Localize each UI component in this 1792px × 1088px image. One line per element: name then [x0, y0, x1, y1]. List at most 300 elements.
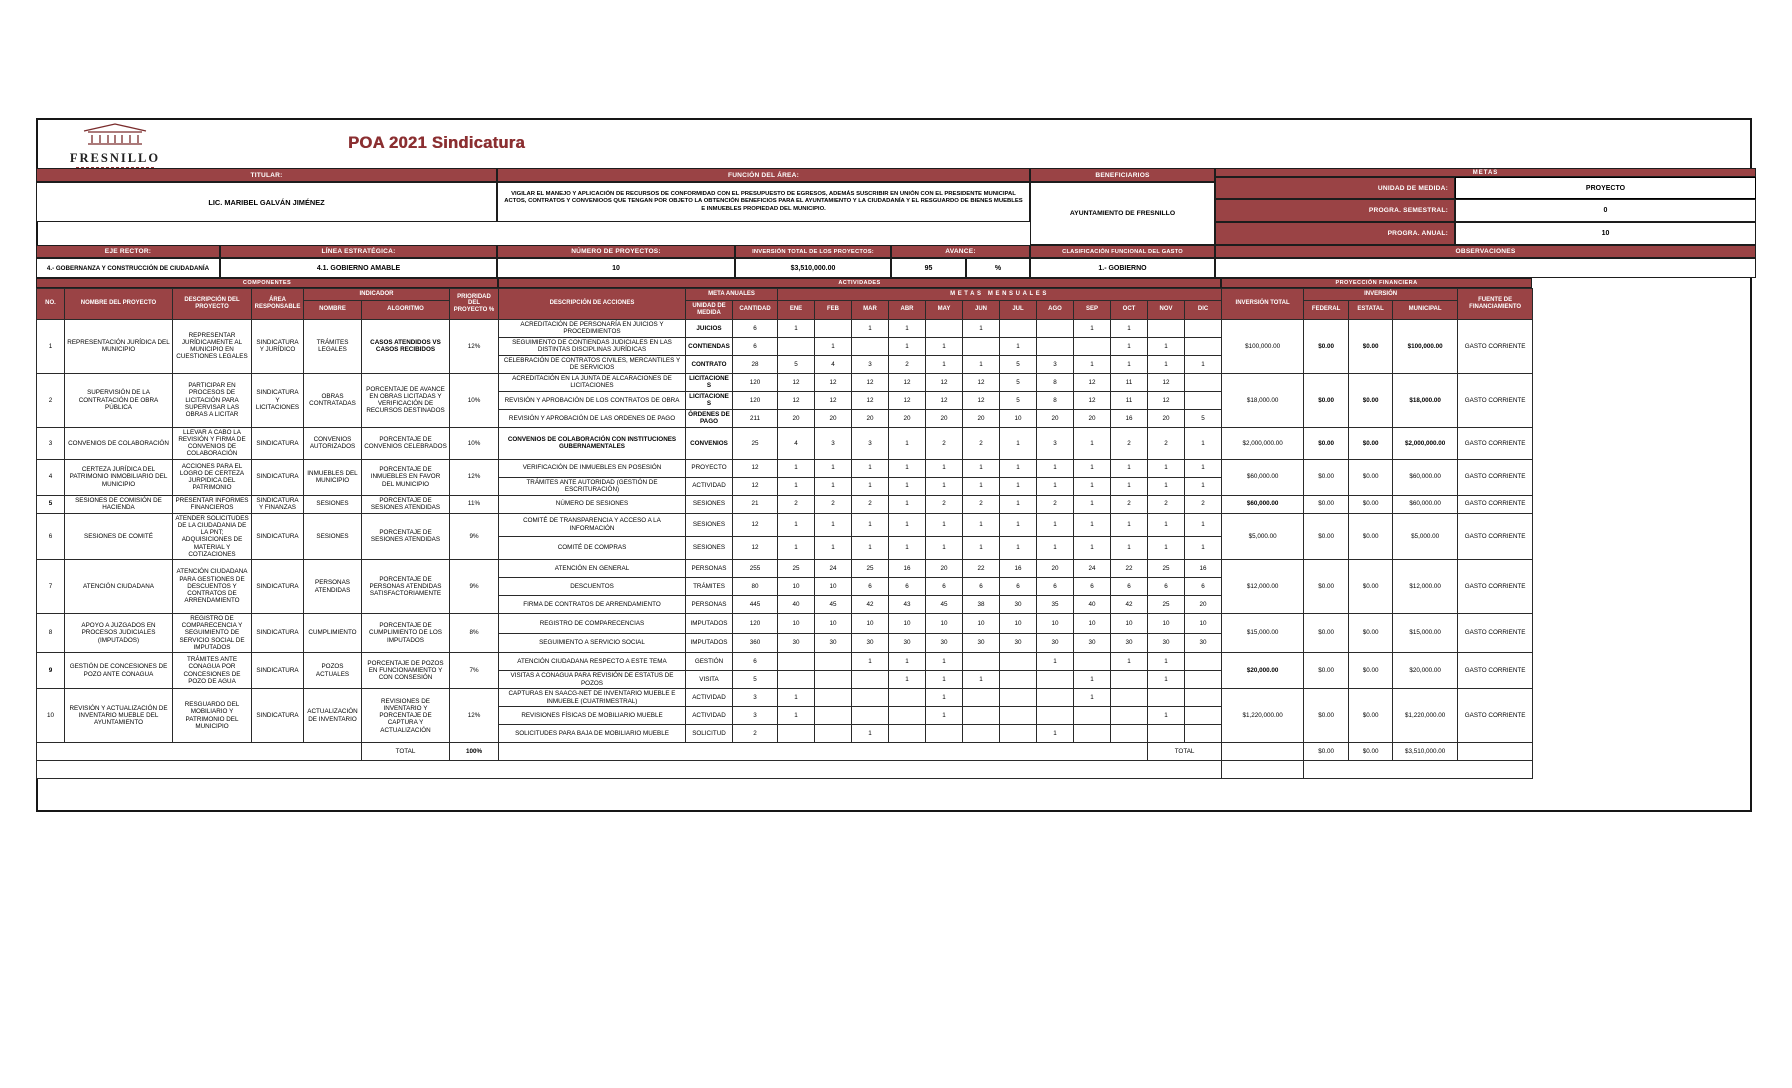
cell-municipal: $2,000,000.00: [1393, 427, 1458, 459]
cell-month-may: 20: [926, 560, 963, 578]
cell-nombre-proyecto: SESIONES DE COMITÉ: [65, 513, 173, 559]
cell-federal: $0.00: [1304, 373, 1349, 427]
cell-month-dic: [1185, 653, 1222, 671]
avance-value: 95: [891, 258, 966, 278]
cell-month-oct: 1: [1111, 319, 1148, 337]
linea-estrategica-value: 4.1. GOBIERNO AMABLE: [220, 258, 497, 278]
col-algoritmo: ALGORITMO: [362, 300, 450, 319]
cell-month-nov: 2: [1148, 495, 1185, 513]
fresnillo-logo: [60, 122, 170, 168]
cell-unidad: ACTIVIDAD: [686, 689, 733, 707]
cell-month-mar: 6: [852, 578, 889, 596]
cell-month-ago: 30: [1037, 633, 1074, 653]
cell-estatal: $0.00: [1349, 513, 1393, 559]
cell-prioridad: 9%: [450, 560, 499, 614]
cell-nombre-proyecto: REVISIÓN Y ACTUALIZACIÓN DE INVENTARIO MUEBLE DEL AYUNTAMIENTO: [65, 689, 173, 743]
cell-month-jul: 6: [1000, 578, 1037, 596]
cell-month-nov: 1: [1148, 536, 1185, 559]
cell-month-oct: 16: [1111, 409, 1148, 427]
cell-month-ene: [778, 337, 815, 355]
unidad-medida-value: PROYECTO: [1455, 177, 1756, 199]
cell-unidad: ÓRDENES DE PAGO: [686, 409, 733, 427]
cell-unidad: CONVENIOS: [686, 427, 733, 459]
cell-fuente: GASTO CORRIENTE: [1458, 560, 1533, 614]
cell-indicador-nombre: CONVENIOS AUTORIZADOS: [304, 427, 362, 459]
cell-unidad: IMPUTADOS: [686, 614, 733, 634]
cell-month-feb: [815, 689, 852, 707]
cell-descripcion-proyecto: RESGUARDO DEL MOBILIARIO Y PATRIMONIO DEL MUNICIPIO: [173, 689, 252, 743]
progra-semestral-value: 0: [1455, 199, 1756, 222]
cell-month-jun: 2: [963, 427, 1000, 459]
cell-unidad: SESIONES: [686, 536, 733, 559]
cell-total-inversion: $3,510,000.00: [1222, 743, 1304, 761]
cell-cantidad: 28: [733, 355, 778, 373]
cell-fuente: GASTO CORRIENTE: [1458, 689, 1533, 743]
cell-month-mar: 12: [852, 373, 889, 391]
cell-accion: ACREDITACIÓN EN LA JUNTA DE ALCARACIONES DE LICITACIONES: [499, 373, 686, 391]
col-inversion-total: INVERSIÓN TOTAL: [1222, 289, 1304, 320]
cell-federal: $0.00: [1304, 560, 1349, 614]
cell-month-may: 1: [926, 707, 963, 725]
cell-indicador-nombre: INMUEBLES DEL MUNICIPIO: [304, 459, 362, 495]
titular-value: LIC. MARIBEL GALVÁN JIMÉNEZ: [36, 182, 497, 222]
cell-unidad: TRÁMITES: [686, 578, 733, 596]
cell-month-nov: 12: [1148, 391, 1185, 409]
cell-prioridad: 9%: [450, 513, 499, 559]
cell-month-oct: [1111, 725, 1148, 743]
cell-nombre-proyecto: CERTEZA JURÍDICA DEL PATRIMONIO INMOBILIARIO DEL MUNICIPIO: [65, 459, 173, 495]
cell-month-jun: 20: [963, 409, 1000, 427]
cell-month-sep: 30: [1074, 633, 1111, 653]
cell-area-responsable: SINDICATURA Y JURÍDICO: [252, 319, 304, 373]
inversion-total-label: INVERSIÓN TOTAL DE LOS PROYECTOS:: [735, 245, 891, 258]
cell-federal: $0.00: [1304, 495, 1349, 513]
cell-month-nov: [1148, 319, 1185, 337]
cell-month-jun: [963, 725, 1000, 743]
cell-month-ene: 1: [778, 319, 815, 337]
cell-month-ago: 1: [1037, 513, 1074, 536]
cell-inversion-total: $60,000.00: [1222, 495, 1304, 513]
cell-accion: FIRMA DE CONTRATOS DE ARRENDAMIENTO: [499, 596, 686, 614]
cell-month-ene: 5: [778, 355, 815, 373]
cell-month-feb: [815, 319, 852, 337]
cell-fuente: GASTO CORRIENTE: [1458, 427, 1533, 459]
cell-descripcion-proyecto: LLEVAR A CABO LA REVISIÓN Y FIRMA DE CONVENIOS DE COLABORACIÓN: [173, 427, 252, 459]
cell-month-mar: 3: [852, 427, 889, 459]
cell-month-dic: [1185, 319, 1222, 337]
cell-month-jul: 1: [1000, 536, 1037, 559]
cell-month-abr: 43: [889, 596, 926, 614]
cell-month-mar: [852, 689, 889, 707]
cell-month-feb: 20: [815, 409, 852, 427]
cell-month-ene: 20: [778, 409, 815, 427]
cell-month-nov: 1: [1148, 459, 1185, 477]
cell-month-oct: 1: [1111, 653, 1148, 671]
cell-cantidad: 3: [733, 689, 778, 707]
beneficiarios-label: BENEFICIARIOS: [1030, 168, 1215, 182]
cell-area-responsable: SINDICATURA: [252, 513, 304, 559]
cell-month-nov: 6: [1148, 578, 1185, 596]
cell-municipal: $1,220,000.00: [1393, 689, 1458, 743]
cell-month-sep: 24: [1074, 560, 1111, 578]
cell-algoritmo: CASOS ATENDIDOS VS CASOS RECIBIDOS: [362, 319, 450, 373]
cell-unidad: LICITACIONES: [686, 391, 733, 409]
poa-sheet: [36, 118, 1756, 878]
cell-algoritmo: PORCENTAJE DE AVANCE EN OBRAS LICITADAS Y VERIFICACIÓN DE RECURSOS DESTINADOS: [362, 373, 450, 427]
cell-month-nov: 10: [1148, 614, 1185, 634]
cell-total-municipal: $3,510,000.00: [1393, 743, 1458, 761]
cell-nombre-proyecto: GESTIÓN DE CONCESIONES DE POZO ANTE CONAGUA: [65, 653, 173, 689]
cell-month-jun: 6: [963, 578, 1000, 596]
cell-month-abr: 1: [889, 427, 926, 459]
cell-unidad: SESIONES: [686, 495, 733, 513]
cell-month-sep: 40: [1074, 596, 1111, 614]
cell-month-jun: 2: [963, 495, 1000, 513]
cell-unidad: PROYECTO: [686, 459, 733, 477]
cell-indicador-nombre: SESIONES: [304, 513, 362, 559]
cell-month-abr: 12: [889, 373, 926, 391]
cell-indicador-nombre: ACTUALIZACIÓN DE INVENTARIO: [304, 689, 362, 743]
cell-accion: CONVENIOS DE COLABORACIÓN CON INSTITUCIONES GUBERNAMENTALES: [499, 427, 686, 459]
cell-month-dic: 1: [1185, 477, 1222, 495]
cell-month-ene: 2: [778, 495, 815, 513]
cell-accion: REVISIÓN Y APROBACIÓN DE LAS ORDENES DE PAGO: [499, 409, 686, 427]
cell-descripcion-proyecto: PARTICIPAR EN PROCESOS DE LICITACIÓN PARA SUPERVISAR LAS OBRAS A LICITAR: [173, 373, 252, 427]
cell-cantidad: 25: [733, 427, 778, 459]
cell-month-may: 1: [926, 459, 963, 477]
cell-month-mar: [852, 671, 889, 689]
cell-month-dic: 2: [1185, 495, 1222, 513]
cell-month-ene: [778, 653, 815, 671]
col-month-ago: AGO: [1037, 300, 1074, 319]
cell-prioridad: 10%: [450, 373, 499, 427]
cell-month-may: 1: [926, 355, 963, 373]
cell-month-ago: [1037, 319, 1074, 337]
cell-month-ene: 10: [778, 614, 815, 634]
cell-fuente: GASTO CORRIENTE: [1458, 319, 1533, 373]
cell-month-oct: [1111, 671, 1148, 689]
cell-estatal: $0.00: [1349, 319, 1393, 373]
cell-month-mar: 1: [852, 653, 889, 671]
cell-month-jul: 1: [1000, 495, 1037, 513]
cell-month-mar: 20: [852, 409, 889, 427]
table-row: [37, 513, 1533, 536]
cell-month-may: 30: [926, 633, 963, 653]
cell-municipal: $100,000.00: [1393, 319, 1458, 373]
cell-month-ene: 12: [778, 391, 815, 409]
cell-month-nov: 12: [1148, 373, 1185, 391]
cell-month-ene: 1: [778, 689, 815, 707]
cell-fuente: GASTO CORRIENTE: [1458, 653, 1533, 689]
col-municipal: MUNICIPAL: [1393, 300, 1458, 319]
cell-month-oct: 1: [1111, 459, 1148, 477]
cell-month-oct: 11: [1111, 373, 1148, 391]
cell-month-abr: 16: [889, 560, 926, 578]
cell-month-oct: 22: [1111, 560, 1148, 578]
cell-nombre-proyecto: SESIONES DE COMISIÓN DE HACIENDA: [65, 495, 173, 513]
cell-month-dic: 1: [1185, 355, 1222, 373]
cell-month-dic: 1: [1185, 459, 1222, 477]
cell-estatal: $0.00: [1349, 427, 1393, 459]
cell-month-nov: 1: [1148, 707, 1185, 725]
cell-accion: REVISIÓN Y APROBACIÓN DE LOS CONTRATOS DE OBRA: [499, 391, 686, 409]
cell-month-nov: 25: [1148, 560, 1185, 578]
cell-month-oct: 11: [1111, 391, 1148, 409]
cell-month-ene: 40: [778, 596, 815, 614]
cell-unidad: IMPUTADOS: [686, 633, 733, 653]
cell-month-abr: [889, 725, 926, 743]
cell-accion: CELEBRACIÓN DE CONTRATOS CIVILES, MERCANTILES Y DE SERVICIOS: [499, 355, 686, 373]
cell-month-feb: 45: [815, 596, 852, 614]
cell-estatal: $0.00: [1349, 614, 1393, 653]
cell-month-abr: 6: [889, 578, 926, 596]
col-metas-mensuales: METAS MENSUALES: [778, 289, 1222, 301]
cell-month-jul: 10: [1000, 409, 1037, 427]
cell-month-nov: 30: [1148, 633, 1185, 653]
cell-indicador-nombre: POZOS ACTUALES: [304, 653, 362, 689]
cell-indicador-nombre: SESIONES: [304, 495, 362, 513]
cell-accion: DESCUENTOS: [499, 578, 686, 596]
cell-month-sep: 1: [1074, 477, 1111, 495]
cell-month-sep: [1074, 337, 1111, 355]
cell-accion: COMITÉ DE COMPRAS: [499, 536, 686, 559]
page-title: POA 2021 Sindicatura: [348, 134, 525, 152]
cell-estatal: $0.00: [1349, 373, 1393, 427]
cell-month-ene: 1: [778, 536, 815, 559]
cell-month-feb: 1: [815, 459, 852, 477]
cell-month-sep: 1: [1074, 459, 1111, 477]
cell-month-ene: 30: [778, 633, 815, 653]
cell-month-dic: 1: [1185, 427, 1222, 459]
cell-municipal: $18,000.00: [1393, 373, 1458, 427]
cell-month-feb: [815, 653, 852, 671]
cell-month-abr: 1: [889, 477, 926, 495]
cell-total-inversion-2: $3,510,000.00: [1222, 761, 1304, 779]
cell-algoritmo: PORCENTAJE DE CONVENIOS CELEBRADOS: [362, 427, 450, 459]
cell-area-responsable: SINDICATURA Y LICITACIONES: [252, 373, 304, 427]
cell-inversion-total: $20,000.00: [1222, 653, 1304, 689]
cell-month-abr: 30: [889, 633, 926, 653]
col-descripcion-acciones: DESCRIPCIÓN DE ACCIONES: [499, 289, 686, 320]
metas-label: METAS: [1215, 168, 1756, 177]
cell-month-dic: 16: [1185, 560, 1222, 578]
cell-month-jun: [963, 653, 1000, 671]
cell-month-ene: 1: [778, 477, 815, 495]
cell-nombre-proyecto: REPRESENTACIÓN JURÍDICA DEL MUNICIPIO: [65, 319, 173, 373]
proyeccion-financiera-band: PROYECCIÓN FINANCIERA: [1221, 278, 1532, 288]
cell-fuente: GASTO CORRIENTE: [1458, 373, 1533, 427]
cell-month-sep: 10: [1074, 614, 1111, 634]
cell-month-dic: 30: [1185, 633, 1222, 653]
cell-cantidad: 12: [733, 513, 778, 536]
col-prioridad: PRIORIDAD DEL PROYECTO %: [450, 289, 499, 320]
cell-prioridad: 10%: [450, 427, 499, 459]
cell-algoritmo: PORCENTAJE DE SESIONES ATENDIDAS: [362, 513, 450, 559]
cell-month-mar: 1: [852, 725, 889, 743]
cell-month-sep: 20: [1074, 409, 1111, 427]
cell-month-feb: 12: [815, 373, 852, 391]
cell-month-ago: [1037, 337, 1074, 355]
eje-rector-value: 4.- GOBERNANZA Y CONSTRUCCIÓN DE CIUDADANÍA: [36, 258, 220, 278]
cell-cantidad: 120: [733, 373, 778, 391]
componentes-band: COMPONENTES: [36, 278, 498, 288]
cell-month-oct: 1: [1111, 536, 1148, 559]
col-month-may: MAY: [926, 300, 963, 319]
titular-label: TITULAR:: [36, 168, 497, 182]
cell-cantidad: 211: [733, 409, 778, 427]
cell-month-oct: 10: [1111, 614, 1148, 634]
cell-cantidad: 80: [733, 578, 778, 596]
cell-month-nov: 25: [1148, 596, 1185, 614]
cell-estatal: $0.00: [1349, 560, 1393, 614]
cell-month-oct: 1: [1111, 337, 1148, 355]
cell-month-nov: 1: [1148, 355, 1185, 373]
cell-month-mar: 1: [852, 513, 889, 536]
cell-nombre-proyecto: APOYO A JUZGADOS EN PROCESOS JUDICIALES (IMPUTADOS): [65, 614, 173, 653]
funcion-area-label: FUNCIÓN DEL ÁREA:: [497, 168, 1030, 182]
cell-month-jul: 1: [1000, 477, 1037, 495]
cell-month-nov: 1: [1148, 653, 1185, 671]
col-indicador-nombre: NOMBRE: [304, 300, 362, 319]
cell-accion: NÚMERO DE SESIONES: [499, 495, 686, 513]
cell-month-mar: 10: [852, 614, 889, 634]
cell-month-sep: 1: [1074, 689, 1111, 707]
inversion-total-value: $3,510,000.00: [735, 258, 891, 278]
cell-empty: [37, 743, 362, 761]
cell-month-feb: 1: [815, 536, 852, 559]
cell-month-may: 45: [926, 596, 963, 614]
cell-month-ene: 10: [778, 578, 815, 596]
cell-month-ago: 1: [1037, 725, 1074, 743]
cell-month-jun: 1: [963, 355, 1000, 373]
cell-federal: $0.00: [1304, 459, 1349, 495]
cell-month-ago: 10: [1037, 614, 1074, 634]
cell-estatal: $0.00: [1349, 459, 1393, 495]
cell-month-jul: 1: [1000, 427, 1037, 459]
cell-municipal: $12,000.00: [1393, 560, 1458, 614]
cell-month-abr: 1: [889, 495, 926, 513]
cell-month-mar: 2: [852, 495, 889, 513]
cell-month-may: 1: [926, 653, 963, 671]
table-row: [37, 373, 1533, 391]
cell-month-dic: [1185, 671, 1222, 689]
cell-descripcion-proyecto: ACCIONES PARA EL LOGRO DE CERTEZA JURPIDICA DEL PATRIMONIO: [173, 459, 252, 495]
cell-unidad: ACTIVIDAD: [686, 477, 733, 495]
cell-empty: [499, 743, 1148, 761]
cell-month-jul: [1000, 653, 1037, 671]
cell-month-abr: 1: [889, 459, 926, 477]
cell-month-feb: 1: [815, 477, 852, 495]
cell-month-ago: 3: [1037, 427, 1074, 459]
cell-total-estatal: $0.00: [1349, 743, 1393, 761]
cell-month-jul: 30: [1000, 596, 1037, 614]
cell-month-abr: [889, 707, 926, 725]
cell-fuente: GASTO CORRIENTE: [1458, 495, 1533, 513]
cell-month-dic: [1185, 725, 1222, 743]
table-row: [37, 689, 1533, 707]
col-month-jun: JUN: [963, 300, 1000, 319]
cell-month-jun: 1: [963, 477, 1000, 495]
cell-month-dic: [1185, 337, 1222, 355]
cell-month-oct: [1111, 689, 1148, 707]
cell-month-sep: 1: [1074, 355, 1111, 373]
cell-descripcion-proyecto: ATENCIÓN CIUDADANA PARA GESTIONES DE DESCUENTOS Y CONTRATOS DE ARRENDAMIENTO: [173, 560, 252, 614]
cell-no: 1: [37, 319, 65, 373]
cell-month-sep: 1: [1074, 495, 1111, 513]
cell-prioridad: 8%: [450, 614, 499, 653]
cell-month-sep: 1: [1074, 427, 1111, 459]
cell-month-feb: [815, 725, 852, 743]
cell-month-ago: 1: [1037, 477, 1074, 495]
cell-month-jun: 1: [963, 319, 1000, 337]
clasificacion-gasto-value: 1.- GOBIERNO: [1030, 258, 1215, 278]
cell-month-jul: [1000, 725, 1037, 743]
cell-accion: REGISTRO DE COMPARECENCIAS: [499, 614, 686, 634]
cell-month-dic: 6: [1185, 578, 1222, 596]
cell-month-abr: 1: [889, 653, 926, 671]
cell-month-ene: 1: [778, 707, 815, 725]
cell-month-mar: 1: [852, 477, 889, 495]
col-month-feb: FEB: [815, 300, 852, 319]
beneficiarios-value: AYUNTAMIENTO DE FRESNILLO: [1030, 182, 1215, 245]
cell-prioridad: 12%: [450, 689, 499, 743]
cell-cantidad: 12: [733, 536, 778, 559]
cell-month-may: 2: [926, 495, 963, 513]
totals-row-2: [37, 761, 1533, 779]
cell-month-ago: 8: [1037, 391, 1074, 409]
cell-month-jul: [1000, 671, 1037, 689]
cell-month-jun: 12: [963, 373, 1000, 391]
col-month-nov: NOV: [1148, 300, 1185, 319]
cell-month-abr: 1: [889, 513, 926, 536]
observaciones-label: OBSERVACIONES: [1215, 245, 1756, 258]
cell-month-ago: 1: [1037, 536, 1074, 559]
cell-month-may: [926, 319, 963, 337]
cell-month-jul: [1000, 707, 1037, 725]
cell-cantidad: 12: [733, 459, 778, 477]
cell-month-oct: 30: [1111, 633, 1148, 653]
observaciones-value: [1215, 258, 1756, 278]
cell-month-dic: [1185, 391, 1222, 409]
cell-no: 4: [37, 459, 65, 495]
cell-month-mar: 1: [852, 319, 889, 337]
cell-no: 3: [37, 427, 65, 459]
cell-month-mar: 1: [852, 459, 889, 477]
cell-unidad: GESTIÓN: [686, 653, 733, 671]
cell-municipal: $60,000.00: [1393, 495, 1458, 513]
cell-month-feb: 2: [815, 495, 852, 513]
cell-month-ago: [1037, 689, 1074, 707]
cell-month-dic: [1185, 373, 1222, 391]
cell-accion: VERIFICACIÓN DE INMUEBLES EN POSESIÓN: [499, 459, 686, 477]
cell-month-may: 1: [926, 671, 963, 689]
cell-empty: [1304, 761, 1533, 779]
cell-month-sep: 1: [1074, 513, 1111, 536]
table-row: [37, 319, 1533, 337]
cell-month-nov: 20: [1148, 409, 1185, 427]
cell-month-may: 20: [926, 409, 963, 427]
cell-month-ene: 25: [778, 560, 815, 578]
cell-month-nov: 1: [1148, 513, 1185, 536]
cell-federal: $0.00: [1304, 689, 1349, 743]
cell-descripcion-proyecto: REPRESENTAR JURÍDICAMENTE AL MUNICIPIO EN CUESTIONES LEGALES: [173, 319, 252, 373]
cell-month-nov: 1: [1148, 671, 1185, 689]
cell-inversion-total: $5,000.00: [1222, 513, 1304, 559]
cell-month-feb: 3: [815, 427, 852, 459]
cell-month-dic: [1185, 707, 1222, 725]
col-federal: FEDERAL: [1304, 300, 1349, 319]
cell-fuente: GASTO CORRIENTE: [1458, 513, 1533, 559]
